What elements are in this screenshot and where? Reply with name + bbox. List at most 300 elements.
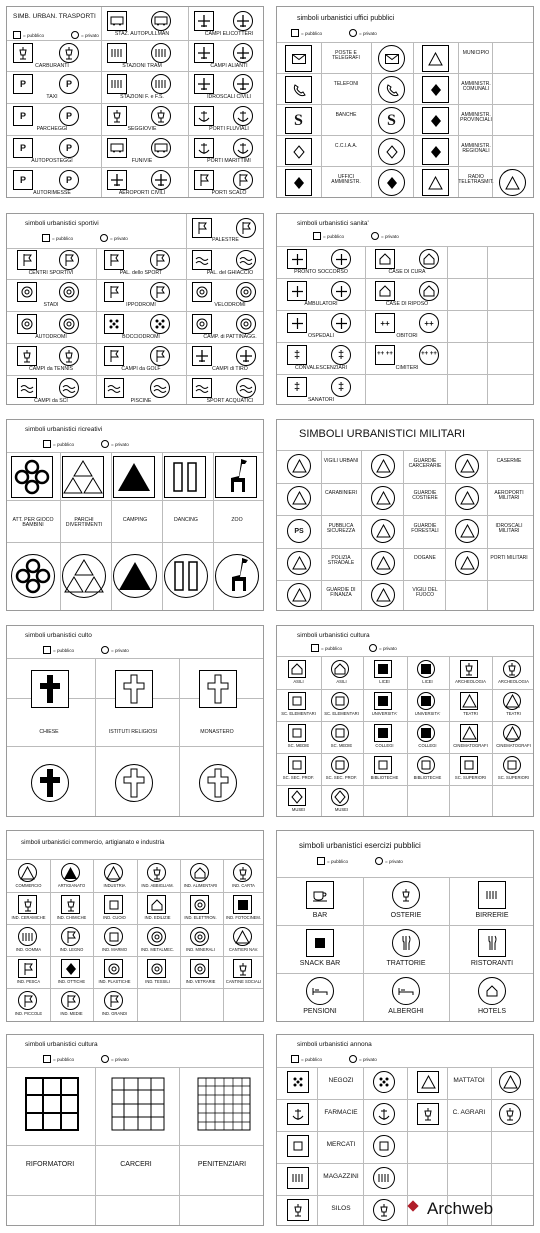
symbol-label: IND. LEGNO <box>59 947 84 952</box>
industry-icon <box>61 991 80 1010</box>
industry-icon <box>61 959 80 978</box>
letter-p-glyph: P <box>19 111 26 121</box>
culture-icon <box>417 692 435 710</box>
symbol-label: CARCERI <box>120 1161 152 1168</box>
symbol-label: LICEI <box>422 679 433 684</box>
panel-title: simboli urbanistici uffici pubblici <box>297 15 395 22</box>
sport-circle-icon <box>236 250 256 270</box>
grid-line <box>277 135 534 136</box>
symbol-label: PISCINE <box>130 398 152 404</box>
cult-square-icon <box>31 670 69 708</box>
grid-line <box>7 956 264 957</box>
symbol-label: IND. MARMO <box>101 947 128 952</box>
double-dagger-glyph: ‡ <box>293 381 301 393</box>
military-triangle-icon <box>455 519 479 543</box>
public-service-icon <box>392 929 420 957</box>
office-square-icon <box>422 138 449 165</box>
transport-circle-icon <box>59 138 79 158</box>
industry-icon <box>61 863 80 882</box>
recreation-square-icon <box>215 456 257 498</box>
symbol-label: CARBURANTI <box>35 63 69 69</box>
symbol-label: LICEI <box>379 679 390 684</box>
health-circle-icon <box>331 345 351 365</box>
culture-icon <box>503 692 521 710</box>
symbol-label: IND. GOMMA <box>15 947 42 952</box>
culture-icon <box>374 756 392 774</box>
transport-square-icon <box>107 138 127 158</box>
symbol-label: POSTE E TELEGRAFI <box>332 50 360 62</box>
market-circle-icon <box>499 1071 521 1093</box>
transport-square-icon <box>13 43 33 63</box>
symbol-label: PRONTO SOCCORSO <box>294 269 348 275</box>
symbol-label: CHIESE <box>39 729 59 735</box>
sport-circle-icon <box>236 314 256 334</box>
industry-icon <box>233 927 252 946</box>
correction-square-icon <box>109 1075 167 1133</box>
recreation-square-icon <box>113 456 155 498</box>
military-triangle-icon <box>287 583 311 607</box>
symbol-label: TRATTORIE <box>386 960 426 967</box>
symbol-label: IND. VETRARIE <box>185 979 216 984</box>
culture-icon <box>288 660 306 678</box>
legend-public <box>291 1055 322 1063</box>
transport-circle-icon <box>233 106 253 126</box>
sport-circle-icon <box>236 282 256 302</box>
symbol-label: GUARDIE CARCERARIE <box>408 458 442 470</box>
symbol-label: ARCHEOLOGIA <box>498 679 529 684</box>
health-square-icon <box>287 281 307 301</box>
public-service-icon <box>478 929 506 957</box>
office-circle-icon <box>378 138 405 165</box>
symbol-label: PARCHEGGI <box>36 126 68 132</box>
letter-s-glyph: S <box>294 111 303 129</box>
sport-square-icon <box>17 346 37 366</box>
panel-carceri <box>6 1034 264 1226</box>
ps-glyph: PS <box>294 527 304 535</box>
sport-circle-icon <box>150 346 170 366</box>
legend-private <box>71 31 99 39</box>
grid-line <box>7 135 264 136</box>
military-triangle-icon <box>287 486 311 510</box>
symbol-label: SEGGIOVIE <box>127 126 157 132</box>
grid-line <box>277 785 534 786</box>
culture-icon <box>374 660 392 678</box>
transport-square-icon <box>194 138 214 158</box>
square-icon <box>42 234 50 242</box>
panel-title: simboli urbanistici esercizi pubblici <box>299 841 421 850</box>
grid-line <box>186 214 187 248</box>
symbol-label: RADIO TELETRASMIT. <box>458 174 494 186</box>
industry-icon <box>104 895 123 914</box>
culture-icon <box>331 692 349 710</box>
symbol-label: UFFICI AMMINISTR. <box>331 174 361 186</box>
recreation-circle-icon <box>62 554 106 598</box>
plus-pair-glyph: ++ <box>380 318 390 328</box>
health-circle-icon <box>331 249 351 269</box>
symbol-label: PORTI FLUVIALI <box>209 126 249 132</box>
plus-quad-glyph: ++ ++ <box>377 351 393 358</box>
panel-title: simboli urbanistici sanita' <box>297 220 369 227</box>
symbol-label: IND. CERAMICHE <box>11 915 46 920</box>
circle-icon <box>71 31 79 39</box>
legend-private <box>369 644 397 652</box>
double-dagger-glyph: ‡ <box>293 349 301 361</box>
symbol-label: ATT. PER GIOCO BAMBINI <box>12 517 54 529</box>
office-circle-icon <box>378 107 405 134</box>
sport-square-icon <box>104 346 124 366</box>
legend-public-label: = pubblico <box>321 645 343 651</box>
symbol-label: TAXI <box>46 94 58 100</box>
sport-circle-icon <box>59 282 79 302</box>
plus-pair-glyph: ++ <box>424 318 434 328</box>
grid-line <box>277 925 534 926</box>
symbol-label: BOCCIODROMI <box>122 334 160 340</box>
symbol-label: GUARDIE DI FINANZA <box>326 587 356 599</box>
health-circle-icon <box>419 281 439 301</box>
symbol-label: IND. CHIMICHE <box>56 915 87 920</box>
legend-public-label: = pubblico <box>53 647 75 653</box>
grid-line <box>277 1131 534 1132</box>
panel-title: simboli urbanistici sportivi <box>25 220 99 227</box>
symbol-label: SC. ELEMENTARI <box>324 711 359 716</box>
culture-icon <box>460 756 478 774</box>
symbol-label: SC. SUPERIORI <box>454 775 487 780</box>
symbol-label: CANTIERI NAV. <box>228 947 259 952</box>
letter-p-glyph: P <box>19 175 26 185</box>
symbol-label: CAMPING <box>122 517 148 523</box>
health-square-icon <box>375 345 395 365</box>
transport-square-icon <box>13 170 33 190</box>
industry-icon <box>61 895 80 914</box>
sport-square-icon <box>104 314 124 334</box>
square-icon <box>291 29 299 37</box>
symbol-label: PORTI MILITARI <box>490 555 528 561</box>
symbol-label: BIRRERIE <box>475 912 509 919</box>
symbol-label: FARMACIE <box>324 1109 358 1116</box>
grid-line <box>7 40 264 41</box>
panel-title: simboli urbanistici cultura <box>25 1041 98 1048</box>
symbol-label: PALESTRE <box>212 237 239 243</box>
cult-circle-icon <box>31 764 69 802</box>
industry-icon <box>18 895 37 914</box>
office-square-icon <box>285 138 312 165</box>
symbol-label: ASILI <box>336 679 347 684</box>
symbol-label: IND. TESSILI <box>145 979 170 984</box>
symbol-label: AMMINISTR. COMUNALI <box>461 81 491 93</box>
symbol-label: MUNICIPIO <box>462 50 490 56</box>
grid-line <box>7 375 264 376</box>
industry-icon <box>18 863 37 882</box>
symbol-label: TEATRI <box>463 711 478 716</box>
cult-circle-icon <box>199 764 237 802</box>
legend-private <box>101 1055 129 1063</box>
grid-line <box>7 1195 264 1196</box>
grid-line <box>277 278 534 279</box>
office-square-icon <box>422 76 449 103</box>
transport-square-icon <box>107 74 127 94</box>
symbol-label: POLIZIA STRADALE <box>327 555 355 567</box>
industry-icon <box>18 927 37 946</box>
letter-p-glyph: P <box>65 143 72 153</box>
panel-sanita <box>276 213 534 405</box>
symbol-label: SC. ELEMENTARI <box>281 711 316 716</box>
symbol-label: IND. CARTA <box>232 883 255 888</box>
symbol-label: CANTINE SOCIALI <box>225 979 262 984</box>
sport-square-icon <box>17 314 37 334</box>
circle-icon <box>371 232 379 240</box>
health-square-icon <box>287 313 307 333</box>
legend-public-label: = pubblico <box>23 32 45 38</box>
legend-private-label: = privato <box>359 1056 377 1062</box>
culture-icon <box>288 724 306 742</box>
culture-icon <box>374 692 392 710</box>
market-circle-icon <box>499 1103 521 1125</box>
grid-line <box>277 1067 534 1068</box>
legend-private-label: = privato <box>111 441 129 447</box>
radio-circle-icon <box>499 169 526 196</box>
recreation-circle-icon <box>215 554 259 598</box>
legend-public <box>291 29 322 37</box>
transport-square-icon <box>107 106 127 126</box>
recreation-square-icon <box>62 456 104 498</box>
cube-face <box>407 1200 418 1211</box>
grid-line <box>321 42 322 198</box>
transport-circle-icon <box>151 43 171 63</box>
grid-line <box>7 658 264 659</box>
legend-public <box>313 232 344 240</box>
panel-ricreativi <box>6 419 264 611</box>
industry-icon <box>147 959 166 978</box>
recreation-circle-icon <box>11 554 55 598</box>
symbol-label: FUNIVIE <box>131 158 153 164</box>
industry-icon <box>233 895 252 914</box>
military-triangle-icon <box>371 583 395 607</box>
grid-line <box>277 166 534 167</box>
legend-private-label: = privato <box>385 858 403 864</box>
symbol-label: PORTI SCALO <box>211 190 247 196</box>
legend-public-label: = pubblico <box>301 1056 323 1062</box>
culture-icon <box>460 692 478 710</box>
symbol-label: IND. ALIMENTARI <box>183 883 218 888</box>
grid-line <box>7 167 264 168</box>
symbol-label: IND. ELETTRON. <box>184 915 217 920</box>
symbol-label: IND. MINERALI <box>186 947 215 952</box>
grid-line <box>7 500 264 501</box>
symbol-label: ISTITUTI RELIGIOSI <box>108 729 158 735</box>
legend-private <box>349 29 377 37</box>
health-circle-icon <box>331 377 351 397</box>
grid-line <box>277 42 534 43</box>
symbol-label: CAMPI da SCI <box>34 398 68 404</box>
symbol-label: MAGAZZINI <box>323 1173 359 1180</box>
symbol-label: PENSIONI <box>303 1008 337 1015</box>
legend-public <box>43 1055 74 1063</box>
culture-icon <box>460 660 478 678</box>
transport-circle-icon <box>233 138 253 158</box>
letter-p-glyph: P <box>19 143 26 153</box>
symbol-label: CONVALESCENZIARI <box>294 365 348 371</box>
letter-p-glyph: P <box>65 175 72 185</box>
letter-s-glyph: S <box>387 111 396 129</box>
symbol-label: IND. EDILIZIE <box>144 915 171 920</box>
sport-circle-icon <box>59 314 79 334</box>
symbol-label: CAMPI da GOLF <box>121 366 161 372</box>
grid-line <box>317 1067 318 1226</box>
office-circle-icon <box>378 76 405 103</box>
sport-square-icon <box>192 346 212 366</box>
symbol-label: STAZIONI F. e F.S. <box>120 94 164 100</box>
grid-line <box>449 877 450 1022</box>
symbol-label: MUSEI <box>334 807 349 812</box>
transport-circle-icon <box>151 170 171 190</box>
culture-icon <box>503 660 521 678</box>
health-square-icon <box>375 249 395 269</box>
symbol-label: MERCATI <box>326 1141 356 1148</box>
sport-square-icon <box>104 250 124 270</box>
legend-private-label: = privato <box>110 235 128 241</box>
legend-public-label: = pubblico <box>52 235 74 241</box>
symbol-label: DANCING <box>174 517 198 523</box>
culture-icon <box>331 756 349 774</box>
sport-circle-icon <box>236 346 256 366</box>
culture-icon <box>374 724 392 742</box>
legend-private <box>371 232 399 240</box>
sport-square-icon <box>17 378 37 398</box>
symbol-label: UNIVERSITA' <box>371 711 398 716</box>
grid-line <box>7 279 264 280</box>
panel-title: SIMB. URBAN. TRASPORTI <box>13 13 96 20</box>
grid-line <box>7 542 264 543</box>
symbol-label: AUTOPOSTEGGI <box>31 158 73 164</box>
public-service-icon <box>478 977 506 1005</box>
panel-trasporti <box>6 6 264 198</box>
square-icon <box>43 440 51 448</box>
symbol-label: VIGILI URBANI <box>323 458 359 464</box>
symbol-label: SPORT ACQUATICI <box>206 398 254 404</box>
symbol-label: AUTORIMESSE <box>33 190 71 196</box>
health-square-icon <box>287 377 307 397</box>
public-service-icon <box>306 881 334 909</box>
symbol-label: ZOO <box>231 517 243 523</box>
legend-public <box>317 857 348 865</box>
market-square-icon <box>287 1103 309 1125</box>
symbol-label: AMBULATORI <box>304 301 338 307</box>
office-square-icon <box>422 169 449 196</box>
grid-line <box>277 689 534 690</box>
panel-militari <box>276 419 534 611</box>
panel-cultura <box>276 625 534 817</box>
grid-line <box>60 452 61 611</box>
archweb-wordmark: Archweb <box>427 1199 494 1218</box>
symbol-label: BAR <box>312 912 328 919</box>
legend-private-label: = privato <box>379 645 397 651</box>
legend-private-label: = privato <box>81 32 99 38</box>
legend-private <box>101 440 129 448</box>
military-triangle-icon <box>371 519 395 543</box>
public-service-icon <box>392 977 420 1005</box>
grid-line <box>95 1067 96 1226</box>
symbol-label: CINEMATOGRAFI <box>453 743 488 748</box>
transport-circle-icon <box>59 43 79 63</box>
circle-icon <box>349 29 357 37</box>
grid-line <box>277 877 534 878</box>
symbol-label: IND. PLASTICHE <box>98 979 131 984</box>
market-square-icon <box>417 1071 439 1093</box>
culture-icon <box>288 756 306 774</box>
double-dagger-glyph: ‡ <box>337 349 345 361</box>
gym-square-icon <box>192 218 212 238</box>
grid-line <box>213 452 214 611</box>
panel-annona <box>276 1034 534 1226</box>
market-circle-icon <box>373 1071 395 1093</box>
symbol-label: MUSEI <box>291 807 306 812</box>
sport-circle-icon <box>236 378 256 398</box>
transport-square-icon <box>194 106 214 126</box>
symbol-label: COMMERCIO <box>15 883 42 888</box>
transport-square-icon <box>13 138 33 158</box>
symbol-label: STAZ. AUTOPULLMAN <box>114 31 170 37</box>
transport-circle-icon <box>59 170 79 190</box>
panel-esercizi <box>276 830 534 1022</box>
industry-icon <box>147 895 166 914</box>
military-triangle-icon <box>371 486 395 510</box>
letter-p-glyph: P <box>19 79 26 89</box>
symbol-label: SILOS <box>331 1205 351 1212</box>
symbol-label: TELEFONI <box>333 81 359 87</box>
office-square-icon <box>422 45 449 72</box>
office-square-icon <box>285 107 312 134</box>
health-circle-icon <box>419 249 439 269</box>
grid-line <box>7 988 264 989</box>
cult-circle-icon <box>115 764 153 802</box>
symbol-label: UNIVERSITA' <box>414 711 441 716</box>
symbol-label: CASE DI RIPOSO <box>385 301 429 307</box>
symbol-label: CAMP. di PATTINAGG. <box>203 334 257 340</box>
symbol-label: OBITORI <box>396 333 418 339</box>
transport-circle-icon <box>59 106 79 126</box>
symbol-label: SC. SEC. PROF. <box>325 775 358 780</box>
plus-quad-glyph: ++ ++ <box>421 351 437 358</box>
grid-line <box>277 342 534 343</box>
symbol-label: GUARDIE FORESTALI <box>411 523 439 535</box>
symbol-label: SANATORI <box>307 397 335 403</box>
legend-public-label: = pubblico <box>327 858 349 864</box>
symbol-label: C.C.I.A.A. <box>334 143 358 149</box>
sport-circle-icon <box>59 346 79 366</box>
office-circle-icon <box>378 169 405 196</box>
symbol-label: GUARDIE COSTIERE <box>412 490 438 502</box>
square-icon <box>291 1055 299 1063</box>
grid-line <box>7 311 264 312</box>
symbol-label: RIFORMATORI <box>25 1161 75 1168</box>
sport-square-icon <box>17 282 37 302</box>
correction-square-icon <box>23 1075 81 1133</box>
culture-icon <box>417 756 435 774</box>
grid-line <box>7 71 264 72</box>
symbol-label: IDROSCALI MILITARI <box>495 523 523 535</box>
industry-icon <box>190 927 209 946</box>
symbol-label: MATTATOI <box>453 1077 485 1084</box>
transport-circle-icon <box>151 74 171 94</box>
transport-square-icon <box>194 74 214 94</box>
symbol-label: NEGOZI <box>328 1077 354 1084</box>
recreation-square-icon <box>164 456 206 498</box>
letter-p-glyph: P <box>65 79 72 89</box>
grid-line <box>277 104 534 105</box>
culture-icon <box>417 660 435 678</box>
transport-square-icon <box>13 106 33 126</box>
office-square-icon <box>285 76 312 103</box>
